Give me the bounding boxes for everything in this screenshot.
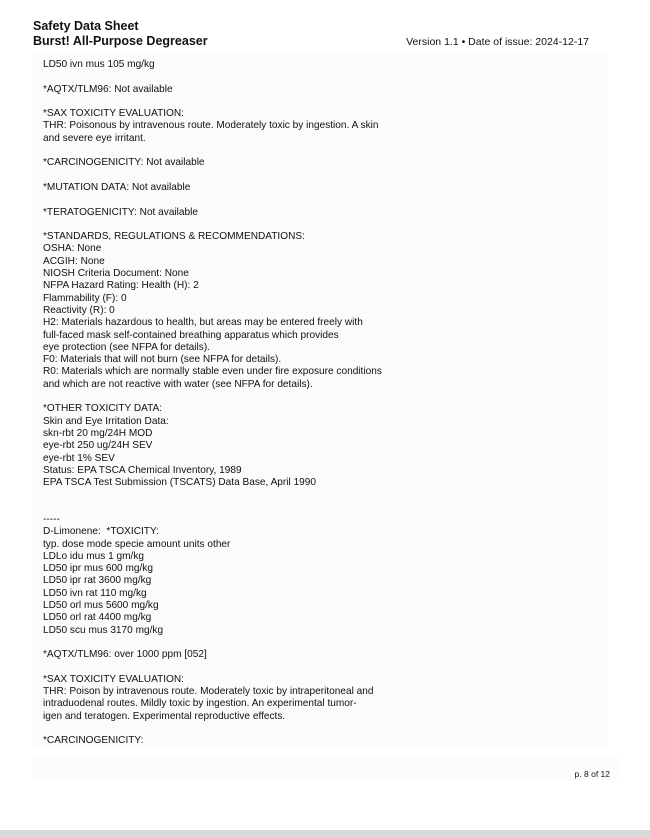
text-line: *CARCINOGENICITY: (43, 735, 144, 746)
version-date-line: Version 1.1 • Date of issue: 2024-12-17 (406, 36, 589, 48)
blank-line (43, 170, 603, 182)
text-line: full-faced mask self-contained breathing apparatus which provides (43, 329, 339, 341)
product-name: Burst! All-Purpose Degreaser (33, 34, 208, 48)
blank-line (43, 71, 603, 83)
blank-line (43, 391, 603, 403)
blank-line (43, 219, 603, 231)
blank-line (43, 489, 603, 501)
blank-line (43, 194, 603, 206)
text-line: *SAX TOXICITY EVALUATION: (43, 108, 184, 120)
text-line: EPA TSCA Test Submission (TSCATS) Data Base, April 1990 (43, 477, 317, 489)
text-line: eye-rbt 1% SEV (43, 452, 115, 464)
text-line: *SAX TOXICITY EVALUATION: (43, 673, 184, 685)
text-line: typ. dose mode specie amount units other (43, 538, 231, 550)
blank-line (43, 637, 603, 649)
text-line: LD50 ivn rat 110 mg/kg (43, 587, 147, 599)
text-line: Skin and Eye Irritation Data: (43, 415, 169, 427)
text-line: *AQTX/TLM96: Not available (43, 83, 173, 95)
text-line: *AQTX/TLM96: over 1000 ppm [052] (43, 649, 207, 661)
text-line: igen and teratogen. Experimental reproductive effects. (43, 710, 286, 722)
text-line: Status: EPA TSCA Chemical Inventory, 1989 (43, 464, 242, 476)
text-line: D-Limonene: *TOXICITY: (43, 526, 159, 538)
text-line: H2: Materials hazardous to health, but areas may be entered freely with (43, 317, 363, 329)
text-line: intraduodenal routes. Mildly toxic by ingestion. An experimental tumor- (43, 698, 357, 710)
text-line: Reactivity (R): 0 (43, 304, 115, 316)
page-number: p. 8 of 12 (574, 769, 610, 779)
text-line: LD50 ivn mus 105 mg/kg (43, 59, 155, 70)
text-line: THR: Poisonous by intravenous route. Moderately toxic by ingestion. A skin (43, 120, 379, 132)
text-line: LDLo idu mus 1 gm/kg (43, 550, 144, 562)
text-line: ACGIH: None (43, 255, 105, 267)
text-line: and severe eye irritant. (43, 132, 146, 144)
page-header (33, 19, 619, 49)
text-line: OSHA: None (43, 243, 102, 255)
text-line: and which are not reactive with water (see NFPA for details). (43, 378, 313, 390)
text-line: R0: Materials which are normally stable even under fire exposure conditions (43, 366, 382, 378)
text-line: skn-rbt 20 mg/24H MOD (43, 427, 153, 439)
text-line: *CARCINOGENICITY: Not available (43, 157, 205, 169)
text-line: ----- (43, 513, 60, 525)
text-line: LD50 scu mus 3170 mg/kg (43, 624, 164, 636)
text-line: LD50 ipr mus 600 mg/kg (43, 563, 153, 575)
page-footer (33, 758, 619, 780)
text-line: *STANDARDS, REGULATIONS & RECOMMENDATIONS: (43, 231, 305, 243)
text-line: LD50 orl mus 5600 mg/kg (43, 600, 159, 612)
text-line: *TERATOGENICITY: Not available (43, 206, 199, 218)
content-lines (43, 59, 603, 746)
blank-line (43, 96, 603, 108)
content-body (33, 53, 608, 746)
text-line: LD50 orl rat 4400 mg/kg (43, 612, 152, 624)
document-title: Safety Data Sheet (33, 19, 139, 33)
blank-line (43, 502, 603, 514)
text-line: eye protection (see NFPA for details). (43, 341, 210, 353)
blank-line (43, 145, 603, 157)
blank-line (43, 723, 603, 735)
viewer-bottom-edge (0, 830, 650, 838)
text-line: LD50 ipr rat 3600 mg/kg (43, 575, 152, 587)
text-line: eye-rbt 250 ug/24H SEV (43, 440, 153, 452)
text-line: *OTHER TOXICITY DATA: (43, 403, 163, 415)
text-line: F0: Materials that will not burn (see NFPA for details). (43, 354, 282, 366)
text-line: NFPA Hazard Rating: Health (H): 2 (43, 280, 199, 292)
text-line: THR: Poison by intravenous route. Moderately toxic by intraperitoneal and (43, 686, 374, 698)
text-line: *MUTATION DATA: Not available (43, 181, 191, 193)
blank-line (43, 662, 603, 674)
text-line: Flammability (F): 0 (43, 292, 127, 304)
text-line: NIOSH Criteria Document: None (43, 268, 189, 280)
